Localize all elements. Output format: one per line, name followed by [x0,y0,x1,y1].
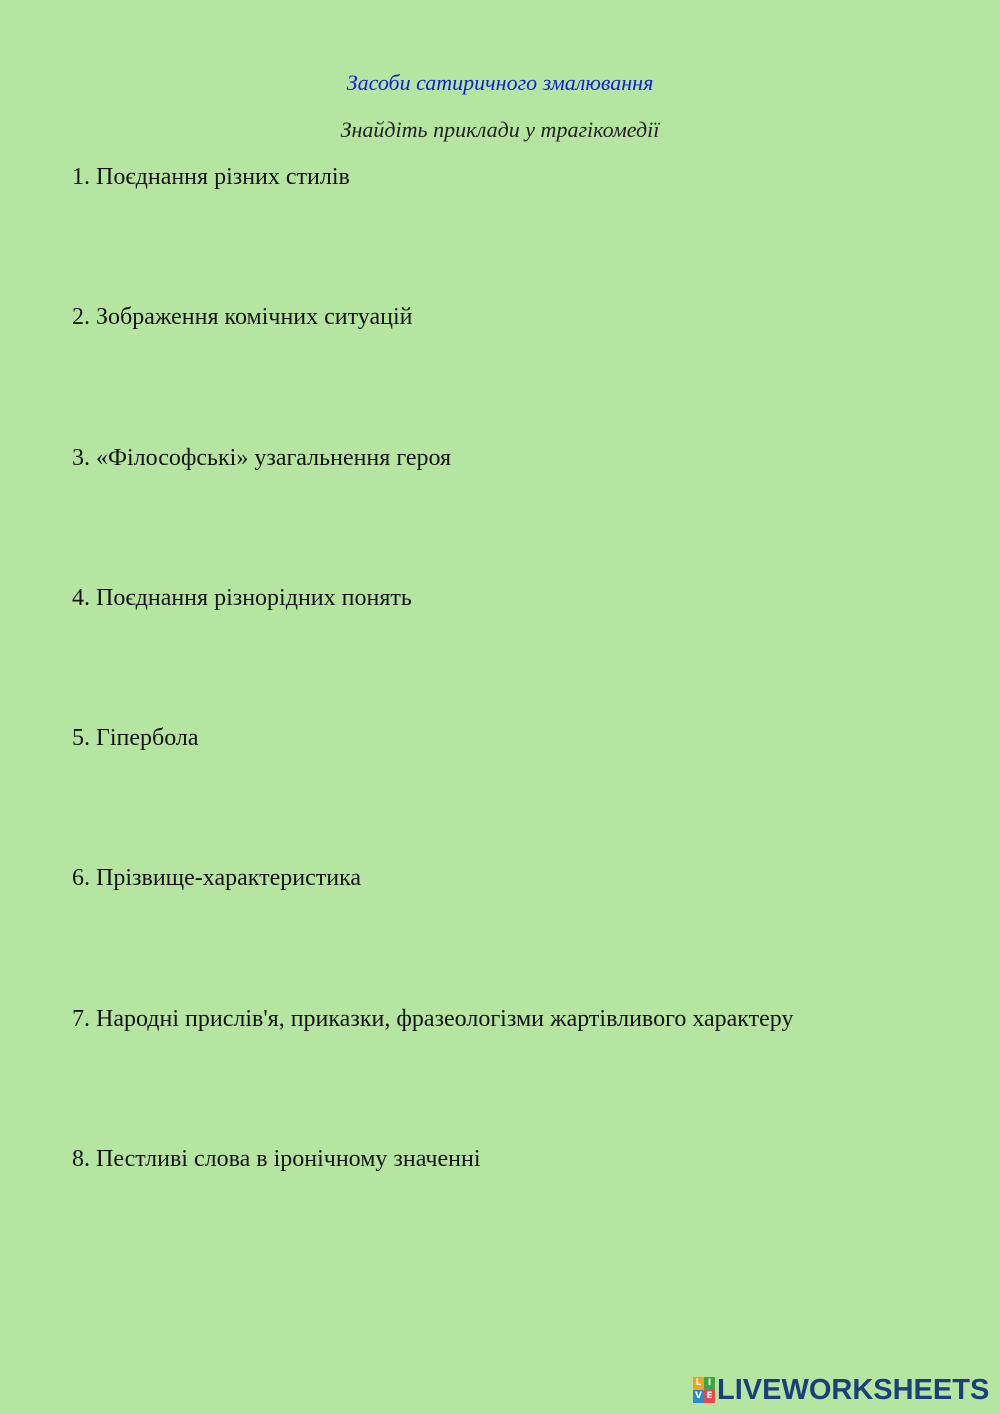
logo-letter: I [704,1377,715,1390]
list-item: 3. «Філософські» узагальнення героя [72,445,452,471]
liveworksheets-logo [693,1374,989,1406]
list-item: 2. Зображення комічних ситуацій [72,304,413,330]
logo-letter: V [693,1390,704,1403]
page-subtitle: Знайдіть приклади у трагікомедії [340,117,660,142]
list-item: 7. Народні прислів'я, приказки, фразеологізми жартівливого характеру [72,1006,794,1032]
list-item: 6. Прізвище-характеристика [72,865,362,891]
list-item: 5. Гіпербола [72,725,199,751]
page-title: Засоби сатиричного змалювання [346,70,654,95]
list-item: 1. Поєднання різних стилів [72,164,350,190]
list-item: 8. Пестливі слова в іронічному значенні [72,1146,481,1172]
logo-text: LIVEWORKSHEETS [717,1374,990,1406]
list-item: 4. Поєднання різнорідних понять [72,585,412,611]
liveworksheets-logo-icon [693,1377,715,1403]
logo-letter: E [704,1390,715,1403]
logo-letter: L [693,1377,704,1390]
